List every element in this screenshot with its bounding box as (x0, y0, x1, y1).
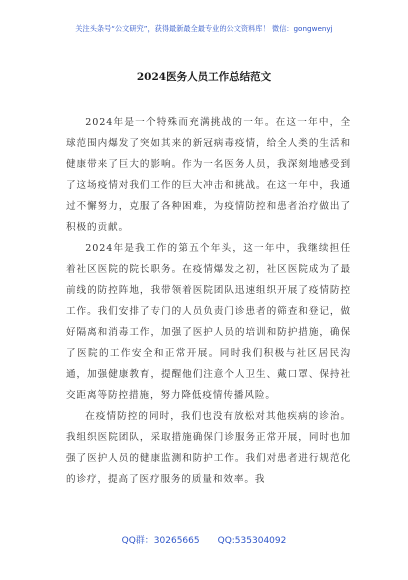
qq-group-number: QQ群：30265665 (121, 536, 200, 546)
document-title: 2024医务人员工作总结范文 (136, 71, 272, 83)
footer-contacts (0, 533, 408, 546)
promo-banner: 关注头条号“公文研究”，获得最新最全最专业的公文资料库！ 微信：gongwenyj (75, 24, 333, 33)
paragraph: 在疫情防控的同时，我们也没有放松对其他疾病的诊治。我组织医院团队，采取措施确保门诊服务正常开展，同时也加强了医护人员的健康监测和防护工作。我们对患者进行规范化的诊疗，提高了医疗服务的质量和效率。我 (66, 411, 351, 485)
qq-number: QQ:535304092 (217, 536, 287, 546)
paragraph: 2024年是一个特殊而充满挑战的一年。在这一年中，全球范围内爆发了突如其来的新冠病毒疫情，给全人类的生活和健康带来了巨大的影响。作为一名医务人员，我深刻地感受到了这场疫情对我们工作的巨大冲击和挑战。在这一年中，我通过不懈努力，克服了各种困难，为疫情防控和患者治疗做出了积极的贡献。 (66, 117, 351, 233)
paragraph: 2024年是我工作的第五个年头，这一年中，我继续担任着社区医院的院长职务。在疫情爆发之初，社区医院成为了最前线的防控阵地，我带领着医院团队迅速组织开展了疫情防控工作。我们安排了专门的人员负责门诊患者的筛查和登记，做好隔离和消毒工作，加强了医护人员的培训和防护措施，确保了医院的工作安全和正常开展。同时我们积极与社区居民沟通，加强健康教育，提醒他们注意个人卫生、戴口罩、保持社交距离等防控措施，努力降低疫情传播风险。 (66, 243, 351, 401)
document-body (66, 112, 351, 490)
